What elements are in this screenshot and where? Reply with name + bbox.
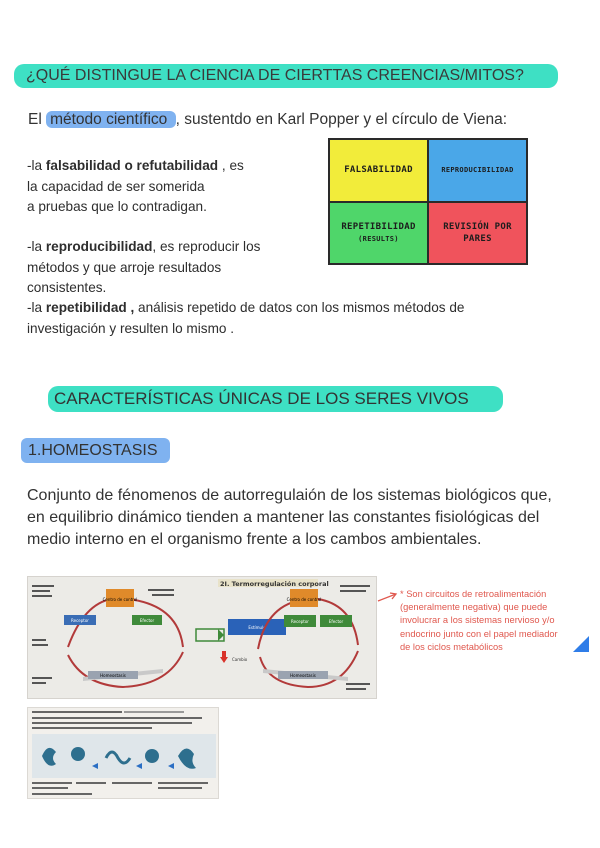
text: análisis repetido de datos con los mismos métodos de xyxy=(134,300,465,315)
paragraph-repetibilidad xyxy=(27,298,464,339)
thermoregulation-diagram xyxy=(28,577,377,699)
right-receptor-label: Receptor xyxy=(291,619,309,624)
text: la capacidad de ser somerida xyxy=(27,178,205,194)
section-heading-living-beings: CARACTERÍSTICAS ÚNICAS DE LOS SERES VIVOS xyxy=(48,386,503,412)
figure-title: 2I. Termorregulación corporal xyxy=(220,580,329,588)
intro-pre: El xyxy=(28,111,47,128)
feedback-note: * Son circuitos de retroalimentación (generalmente negativa) que puede involucrar a los sistemas nervioso y/o endocrino junto con el papel mediador de los ciclos metabólicos xyxy=(400,589,558,652)
middle-box-label: Estímulo xyxy=(248,625,266,630)
cell-repetibilidad xyxy=(330,203,427,264)
left-control-label: Centro de control xyxy=(102,597,138,602)
subheading-homeostasis: 1.HOMEOSTASIS xyxy=(21,438,170,463)
paragraph-falsabilidad xyxy=(27,156,244,218)
intro-post: , sustentdo en Karl Popper y el círculo de Viena: xyxy=(175,111,508,128)
text: investigación y resulten lo mismo . xyxy=(27,320,235,336)
cells-diagram xyxy=(28,708,219,799)
intro-line xyxy=(28,111,507,129)
left-effector-label: Efector xyxy=(139,618,155,623)
term-falsabilidad: falsabilidad o refutabilidad xyxy=(45,158,219,173)
homeostasis-definition: Conjunto de fénomenos de autorregulaión de los sistemas biológicos que, en equilibrio dinámico tienden a mantener las constantes fisiológicas del medio interno en el organismo frente a los cambos ambientales. xyxy=(27,487,552,548)
section-heading-science: ¿QUÉ DISTINGUE LA CIENCIA DE CIERTTAS CREENCIAS/MITOS? xyxy=(14,64,558,88)
right-homeostasis-label: Homeostasis xyxy=(290,673,316,678)
criteria-grid xyxy=(328,138,528,265)
text: -la xyxy=(27,158,46,173)
middle-change-label: Cambio xyxy=(232,657,248,662)
cell-reproducibilidad: REPRODUCIBILIDAD xyxy=(429,140,526,201)
thermoregulation-figure xyxy=(27,576,377,699)
text: consistentes. xyxy=(27,280,107,295)
text: a pruebas que lo contradigan. xyxy=(27,199,207,214)
cell-falsabilidad: FALSABILIDAD xyxy=(330,140,427,201)
text: métodos y que arroje resultados xyxy=(27,259,222,275)
text: -la xyxy=(27,300,46,315)
term-repetibilidad: repetibilidad , xyxy=(45,300,135,315)
method-highlight: método científico xyxy=(46,111,175,128)
cell-revision-pares: REVISIÓN POR PARES xyxy=(429,203,526,264)
term-reproducibilidad: reproducibilidad xyxy=(45,239,153,254)
right-effector-label: Efector xyxy=(328,619,344,624)
text: , es xyxy=(218,158,244,173)
cell-repetibilidad-sub: (RESULTS) xyxy=(358,234,399,243)
left-receptor-label: Receptor xyxy=(71,618,89,623)
right-control-label: Centro de control xyxy=(286,597,322,602)
cell-repetibilidad-label: REPETIBILIDAD xyxy=(341,221,416,232)
text: -la xyxy=(27,239,46,254)
cells-figure xyxy=(27,707,219,799)
paragraph-reproducibilidad xyxy=(27,237,260,299)
arrow-icon xyxy=(377,590,399,604)
left-homeostasis-label: Homeostasis xyxy=(100,673,126,678)
corner-triangle-icon[interactable] xyxy=(573,636,589,652)
text: , es reproducir los xyxy=(152,239,261,254)
